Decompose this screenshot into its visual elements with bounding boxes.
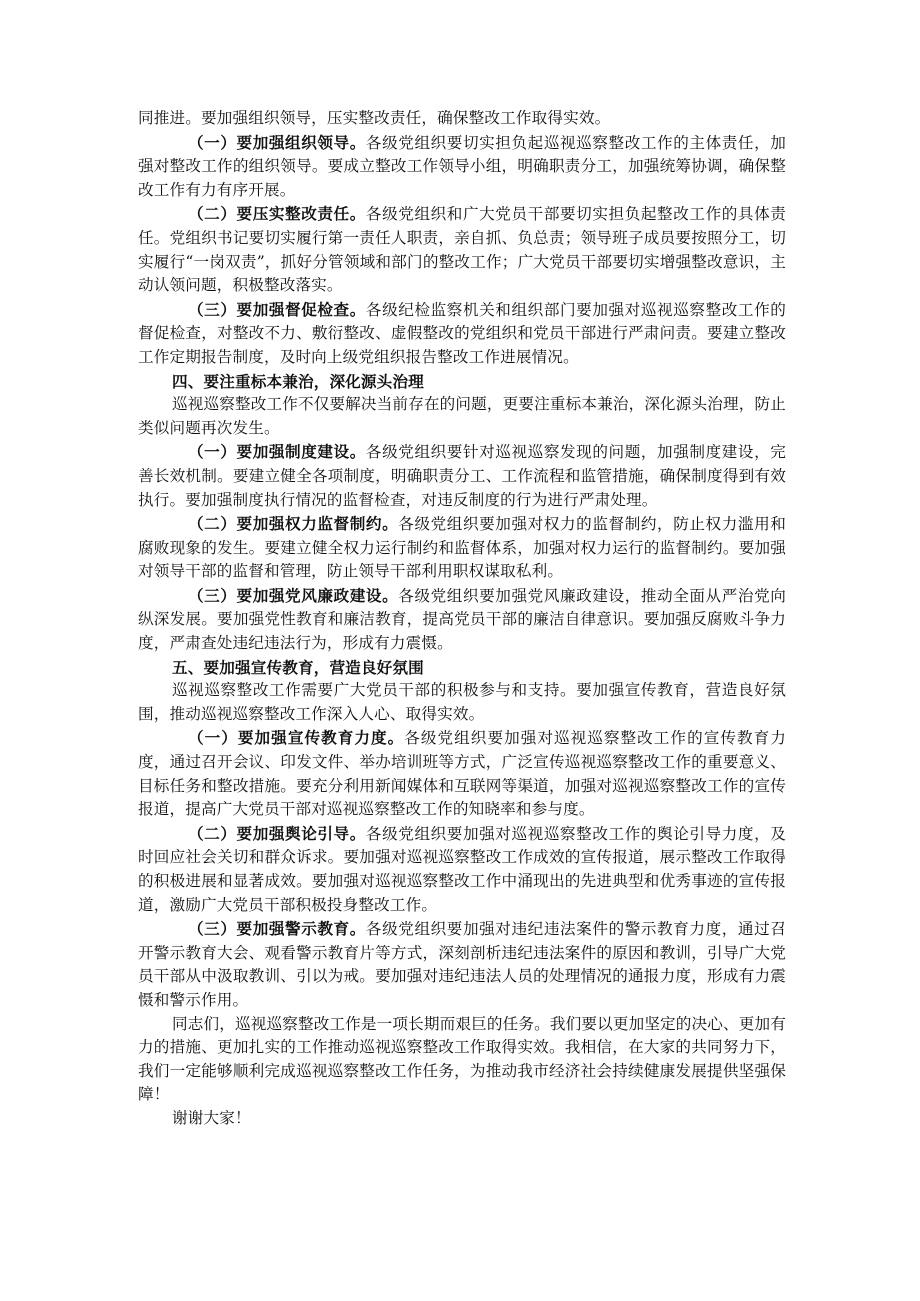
item-paragraph xyxy=(138,202,786,297)
item-lead: （二）要压实整改责任。 xyxy=(188,204,366,224)
item-lead: （一）要加强组织领导。 xyxy=(188,132,366,152)
paragraph-text: 各级党组织要加强对违纪违法案件的警示教育力度，通过召开警示教育大会、观看警示教育片等方式，深刻剖析违纪违法案件的原因和教训，引导广大党员干部从中汲取教训、引以为戒。要加强对违纪违法人员的处理情况的通报力度，形成有力震慑和警示作用。 xyxy=(138,920,787,1009)
thanks-line xyxy=(138,1107,786,1131)
closing-paragraph xyxy=(138,1013,786,1107)
paragraph-text: 各级党组织要加强对巡视巡察整改工作的舆论引导力度，及时回应社会关切和群众诉求。要加强对巡视巡察整改工作成效的宣传报道，展示整改工作取得的积极进展和显著成效。要加强对巡视巡察整改工作中涌现出的先进典型和优秀事迹的宣传报道，激励广大党员干部积极投身整改工作。 xyxy=(138,824,787,914)
body-paragraph xyxy=(138,393,786,440)
document-page xyxy=(138,107,786,1131)
item-paragraph xyxy=(138,131,786,203)
paragraph-intro-continuation xyxy=(138,107,786,131)
item-lead: （三）要加强督促检查。 xyxy=(188,299,366,319)
item-lead: （二）要加强舆论引导。 xyxy=(188,823,366,843)
item-paragraph xyxy=(138,726,786,821)
paragraph-text: 各级党组织和广大党员干部要切实担负起整改工作的具体责任。党组织书记要切实履行第一责任人职责，亲自抓、负总责；领导班子成员要按照分工，切实履行“一岗双责”，抓好分管领域和部门的整改工作；广大党员干部要切实增强整改意识，主动认领问题，积极整改落实。 xyxy=(138,205,787,295)
item-paragraph xyxy=(138,917,786,1012)
paragraph-text: 各级党组织要切实担负起巡视巡察整改工作的主体责任，加强对整改工作的组织领导。要成立整改工作领导小组，明确职责分工，加强统筹协调，确保整改工作有力有序开展。 xyxy=(138,133,787,199)
section-heading: 四、要注重标本兼治，深化源头治理 xyxy=(172,371,424,391)
paragraph-text: 同推进。要加强组织领导，压实整改责任，确保整改工作取得实效。 xyxy=(138,109,611,127)
paragraph-text: 谢谢大家！ xyxy=(172,1108,251,1127)
paragraph-text: 巡视巡察整改工作需要广大党员干部的积极参与和支持。要加强宣传教育，营造良好氛围，推动巡视巡察整改工作深入人心、取得实效。 xyxy=(138,681,786,723)
paragraph-text: 巡视巡察整改工作不仅要解决当前存在的问题，更要注重标本兼治，深化源头治理，防止类似问题再次发生。 xyxy=(138,395,787,437)
section-heading: 五、要加强宣传教育，营造良好氛围 xyxy=(172,657,424,677)
paragraph-text: 各级纪检监察机关和组织部门要加强对巡视巡察整改工作的督促检查，对整改不力、敷衍整改、虚假整改的党组织和党员干部进行严肃问责。要建立整改工作定期报告制度，及时向上级党组织报告整改工作进展情况。 xyxy=(138,300,787,366)
item-lead: （二）要加强权力监督制约。 xyxy=(188,514,399,534)
paragraph-text: 各级党组织要针对巡视巡察发现的问题，加强制度建设，完善长效机制。要建立健全各项制度，明确职责分工、工作流程和监管措施，确保制度得到有效执行。要加强制度执行情况的监督检查，对违反制度的行为进行严肃处理。 xyxy=(138,443,787,509)
item-lead: （三）要加强警示教育。 xyxy=(188,919,366,939)
item-paragraph xyxy=(138,440,786,512)
item-lead: （一）要加强制度建设。 xyxy=(188,442,366,462)
item-paragraph xyxy=(138,298,786,370)
item-lead: （一）要加强宣传教育力度。 xyxy=(188,728,405,748)
item-paragraph xyxy=(138,822,786,917)
body-paragraph xyxy=(138,679,786,726)
paragraph-text: 各级党组织要加强对权力的监督制约，防止权力滥用和腐败现象的发生。要建立健全权力运行制约和监督体系，加强对权力运行的监督制约。要加强对领导干部的监督和管理，防止领导干部利用职权谋取私利。 xyxy=(138,515,786,581)
paragraph-text: 各级党组织要加强党风廉政建设，推动全面从严治党向纵深发展。要加强党性教育和廉洁教育，提高党员干部的廉洁自律意识。要加强反腐败斗争力度，严肃查处违纪违法行为，形成有力震慑。 xyxy=(138,586,786,653)
paragraph-text: 各级党组织要加强对巡视巡察整改工作的宣传教育力度，通过召开会议、印发文件、举办培训班等方式，广泛宣传巡视巡察整改工作的重要意义、目标任务和整改措施。要充分利用新闻媒体和互联网等渠道，加强对巡视巡察整改工作的宣传报道，提高广大党员干部对巡视巡察整改工作的知晓率和参与度。 xyxy=(138,729,786,819)
item-lead: （三）要加强党风廉政建设。 xyxy=(188,585,399,605)
item-paragraph xyxy=(138,512,786,584)
paragraph-text: 同志们，巡视巡察整改工作是一项长期而艰巨的任务。我们要以更加坚定的决心、更加有力的措施、更加扎实的工作推动巡视巡察整改工作取得实效。我相信，在大家的共同努力下，我们一定能够顺利完成巡视巡察整改工作任务，为推动我市经济社会持续健康发展提供坚强保障！ xyxy=(138,1014,787,1104)
item-paragraph xyxy=(138,584,786,656)
